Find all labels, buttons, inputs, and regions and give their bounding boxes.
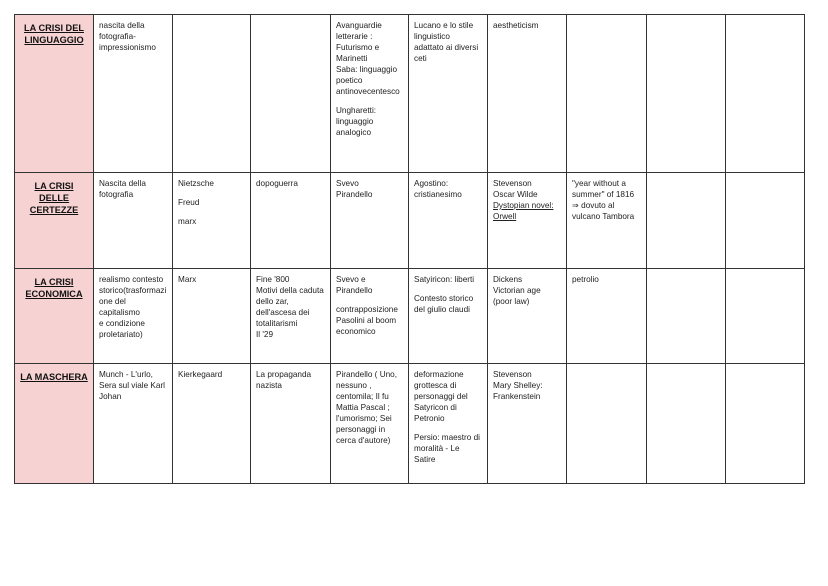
table-cell xyxy=(647,15,726,173)
table-cell: Agostino: cristianesimo xyxy=(409,173,488,269)
table-cell: aestheticism xyxy=(488,15,567,173)
row-header: LA CRISI DEL LINGUAGGIO xyxy=(15,15,94,173)
table-cell: Avanguardie letterarie : Futurismo e Marinetti Saba: linguaggio poetico antinovecentesco Ungharetti: linguaggio analogico xyxy=(331,15,409,173)
table-cell: Kierkegaard xyxy=(173,364,251,484)
table-row xyxy=(15,173,805,269)
underlined-note: Dystopian novel: Orwell xyxy=(493,201,554,221)
table-cell: Pirandello ( Uno, nessuno , centomila; Il fu Mattia Pascal ; l'umorismo; Sei personaggi in cerca d'autore) xyxy=(331,364,409,484)
table-cell: Lucano e lo stile linguistico adattato ai diversi ceti xyxy=(409,15,488,173)
table-cell: Munch - L'urlo, Sera sul viale Karl Johan xyxy=(94,364,173,484)
table-cell: Marx xyxy=(173,269,251,364)
table-cell: Stevenson Mary Shelley: Frankenstein xyxy=(488,364,567,484)
row-header: LA MASCHERA xyxy=(15,364,94,484)
row-header: LA CRISI DELLE CERTEZZE xyxy=(15,173,94,269)
table-row xyxy=(15,269,805,364)
table-cell xyxy=(251,15,331,173)
table-cell: dopoguerra xyxy=(251,173,331,269)
table-cell xyxy=(567,364,647,484)
table-cell xyxy=(726,269,805,364)
table-cell: petrolio xyxy=(567,269,647,364)
row-header: LA CRISI ECONOMICA xyxy=(15,269,94,364)
table-cell xyxy=(647,269,726,364)
table-cell: La propaganda nazista xyxy=(251,364,331,484)
table-cell: Satyiricon: liberti Contesto storico del giulio claudi xyxy=(409,269,488,364)
table-cell: Stevenson Oscar Wilde Dystopian novel: Orwell xyxy=(488,173,567,269)
table-cell xyxy=(173,15,251,173)
table-cell: "year without a summer" of 1816 ⇒ dovuto al vulcano Tambora xyxy=(567,173,647,269)
table-cell xyxy=(647,173,726,269)
table-cell xyxy=(726,15,805,173)
table-cell: nascita della fotografia- impressionismo xyxy=(94,15,173,173)
table-cell: realismo contesto storico(trasformazi one del capitalismo e condizione proletariato) xyxy=(94,269,173,364)
table-cell: Nascita della fotografia xyxy=(94,173,173,269)
table-cell: Svevo e Pirandello contrapposizione Pasolini al boom economico xyxy=(331,269,409,364)
table-row xyxy=(15,15,805,173)
table-cell: deformazione grottesca di personaggi del Satyricon di Petronio Persio: maestro di moralità - Le Satire xyxy=(409,364,488,484)
table-cell: Fine '800 Motivi della caduta dello zar, dell'ascesa dei totalitarismi Il '29 xyxy=(251,269,331,364)
table-cell xyxy=(726,173,805,269)
table-cell xyxy=(726,364,805,484)
topics-table xyxy=(14,14,805,484)
table-cell xyxy=(567,15,647,173)
table-cell: Dickens Victorian age (poor law) xyxy=(488,269,567,364)
table-row xyxy=(15,364,805,484)
table-cell: Nietzsche Freud marx xyxy=(173,173,251,269)
table-cell: Svevo Pirandello xyxy=(331,173,409,269)
table-cell xyxy=(647,364,726,484)
